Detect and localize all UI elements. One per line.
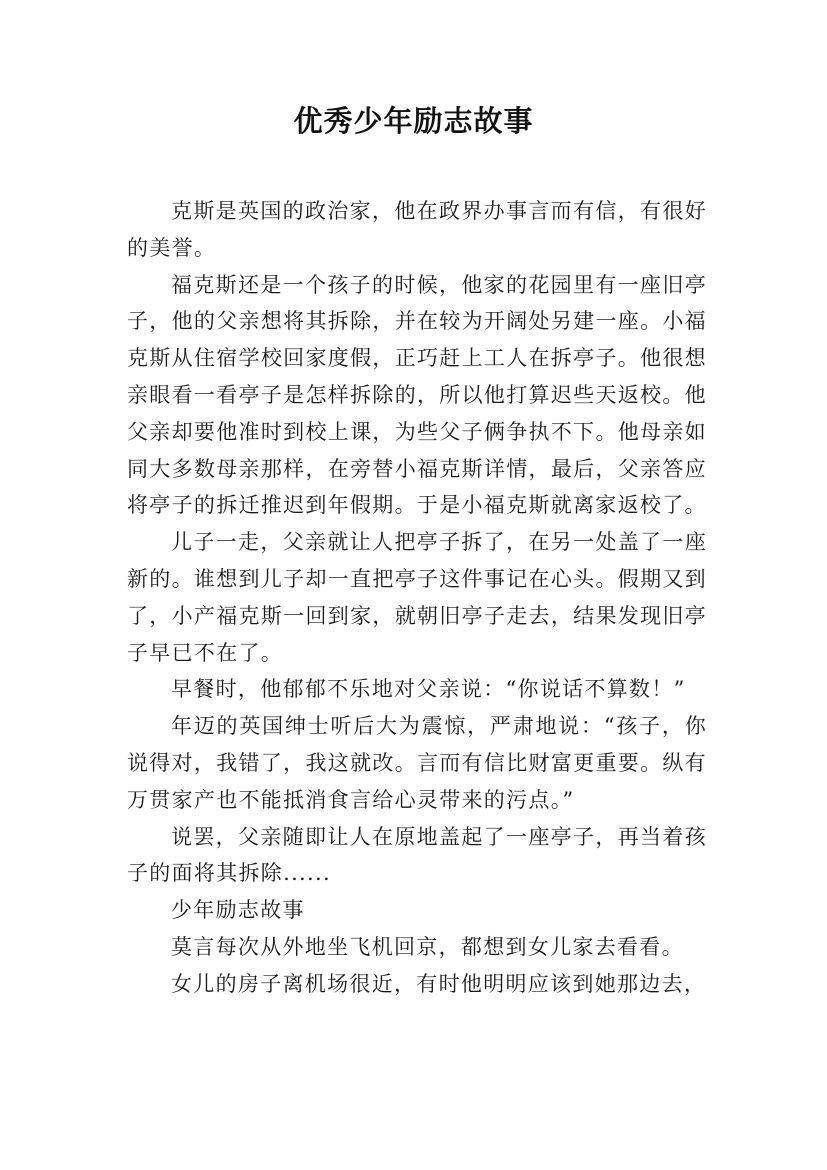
paragraph: 福克斯还是一个孩子的时候，他家的花园里有一座旧亭子，他的父亲想将其拆除，并在较为开阔处另建一座。小福克斯从住宿学校回家度假，正巧赶上工人在拆亭子。他很想亲眼看一看亭子是怎样拆除的，所以他打算迟些天返校。他父亲却要他准时到校上课，为些父子俩争执不下。他母亲如同大多数母亲那样，在旁替小福克斯详情，最后，父亲答应将亭子的拆迁推迟到年假期。于是小福克斯就离家返校了。 [127, 272, 707, 518]
paragraph: 儿子一走，父亲就让人把亭子拆了，在另一处盖了一座新的。谁想到儿子却一直把亭子这件事记在心头。假期又到了，小产福克斯一回到家，就朝旧亭子走去，结果发现旧亭子早已不在了。 [127, 530, 707, 665]
document-body [127, 193, 707, 1003]
paragraph: 克斯是英国的政治家，他在政界办事言而有信，有很好的美誉。 [127, 199, 707, 260]
paragraph: 早餐时，他郁郁不乐地对父亲说：“你说话不算数！” [171, 677, 686, 702]
paragraph: 女儿的房子离机场很近，有时他明明应该到她那边去， [171, 971, 707, 996]
paragraph: 年迈的英国绅士听后大为震惊，严肃地说：“孩子，你说得对，我错了，我这就改。言而有信比财富更重要。纵有万贯家产也不能抵消食言给心灵带来的污点。” [127, 714, 707, 812]
document-title: 优秀少年励志故事 [293, 104, 534, 138]
section-heading: 少年励志故事 [171, 898, 305, 923]
paragraph: 说罢，父亲随即让人在原地盖起了一座亭子，再当着孩子的面将其拆除...... [127, 824, 707, 886]
paragraph: 莫言每次从外地坐飞机回京，都想到女儿家去看看。 [171, 934, 684, 959]
